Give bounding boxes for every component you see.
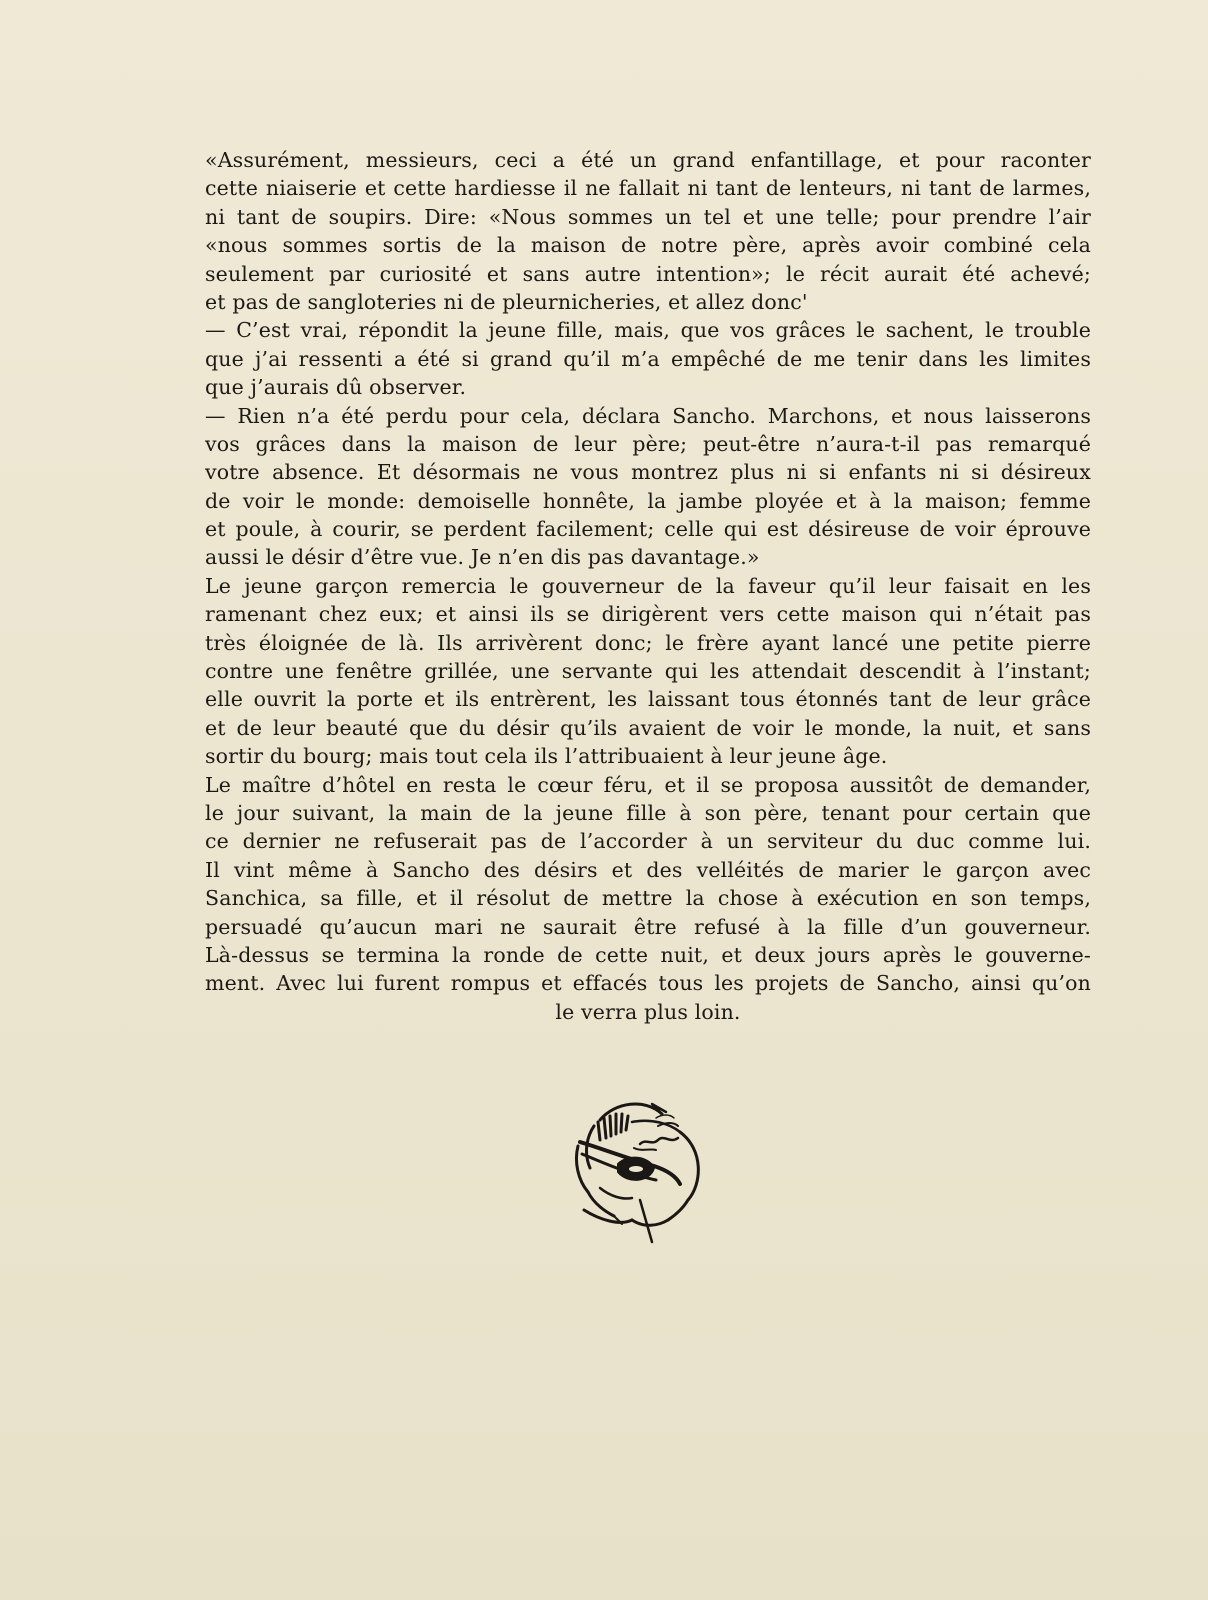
text-line: persuadé qu’aucun mari ne saurait être refusé à la fille d’un gouverneur. [205,914,1091,939]
text-line: elle ouvrit la porte et ils entrèrent, les laissant tous étonnés tant de leur grâce [205,687,1091,712]
text-line: Sanchica, sa fille, et il résolut de mettre la chose à exécution en son temps, [205,886,1091,911]
text-line: le jour suivant, la main de la jeune fille à son père, tenant pour certain que [205,800,1091,825]
text-line: que j’ai ressenti a été si grand qu’il m’a empêché de me tenir dans les limites [205,346,1091,371]
text-line: seulement par curiosité et sans autre intention»; le récit aurait été achevé; [205,261,1091,286]
text-line: très éloignée de là. Ils arrivèrent donc; le frère ayant lancé une petite pierre [205,630,1091,655]
text-line: «Assurément, messieurs, ceci a été un grand enfantillage, et pour raconter [205,148,1091,172]
text-line: contre une fenêtre grillée, une servante qui les attendait descendit à l’instant; [205,659,1091,684]
text-line: cette niaiserie et cette hardiesse il ne fallait ni tant de lenteurs, ni tant de larmes, [205,176,1091,201]
masked-face-vignette-icon [570,1092,730,1252]
text-line: ramenant chez eux; et ainsi ils se dirigèrent vers cette maison qui n’était pas [205,602,1091,627]
text-line: «nous sommes sortis de la maison de notre père, après avoir combiné cela [205,233,1091,258]
text-line: que j’aurais dû observer. [205,375,467,400]
text-line: et de leur beauté que du désir qu’ils avaient de voir le monde, la nuit, et sans [205,715,1091,740]
text-line: — Rien n’a été perdu pour cela, déclara Sancho. Marchons, et nous laisserons [205,403,1091,428]
text-line: le verra plus loin. [555,999,741,1024]
text-line: — C’est vrai, répondit la jeune fille, mais, que vos grâces le sachent, le trouble [205,318,1091,343]
text-line: aussi le désir d’être vue. Je n’en dis pas davantage.» [205,545,760,570]
text-line: Le jeune garçon remercia le gouverneur de la faveur qu’il leur faisait en les [205,573,1091,598]
text-line: votre absence. Et désormais ne vous montrez plus ni si enfants ni si désireux [205,460,1091,485]
text-line: Il vint même à Sancho des désirs et des velléités de marier le garçon avec [205,857,1091,882]
text-line: et poule, à courir, se perdent facilement; celle qui est désireuse de voir éprouve [205,517,1091,542]
text-line: et pas de sangloteries ni de pleurnicheries, et allez donc' [205,289,808,314]
text-line: Le maître d’hôtel en resta le cœur féru, et il se proposa aussitôt de demander, [205,772,1091,797]
text-line: sortir du bourg; mais tout cela ils l’attribuaient à leur jeune âge. [205,744,888,769]
text-line: vos grâces dans la maison de leur père; peut-être n’aura-t-il pas remarqué [205,431,1091,456]
text-line: ni tant de soupirs. Dire: «Nous sommes un tel et une telle; pour prendre l’air [205,204,1091,229]
text-line: ce dernier ne refuserait pas de l’accorder à un serviteur du duc comme lui. [205,829,1091,854]
text-line: de voir le monde: demoiselle honnête, la jambe ployée et à la maison; femme [205,488,1091,513]
text-line: ment. Avec lui furent rompus et effacés tous les projets de Sancho, ainsi qu’on [205,971,1091,996]
body-text [205,146,1091,1026]
text-line: Là-dessus se termina la ronde de cette nuit, et deux jours après le gouverne- [205,942,1091,967]
